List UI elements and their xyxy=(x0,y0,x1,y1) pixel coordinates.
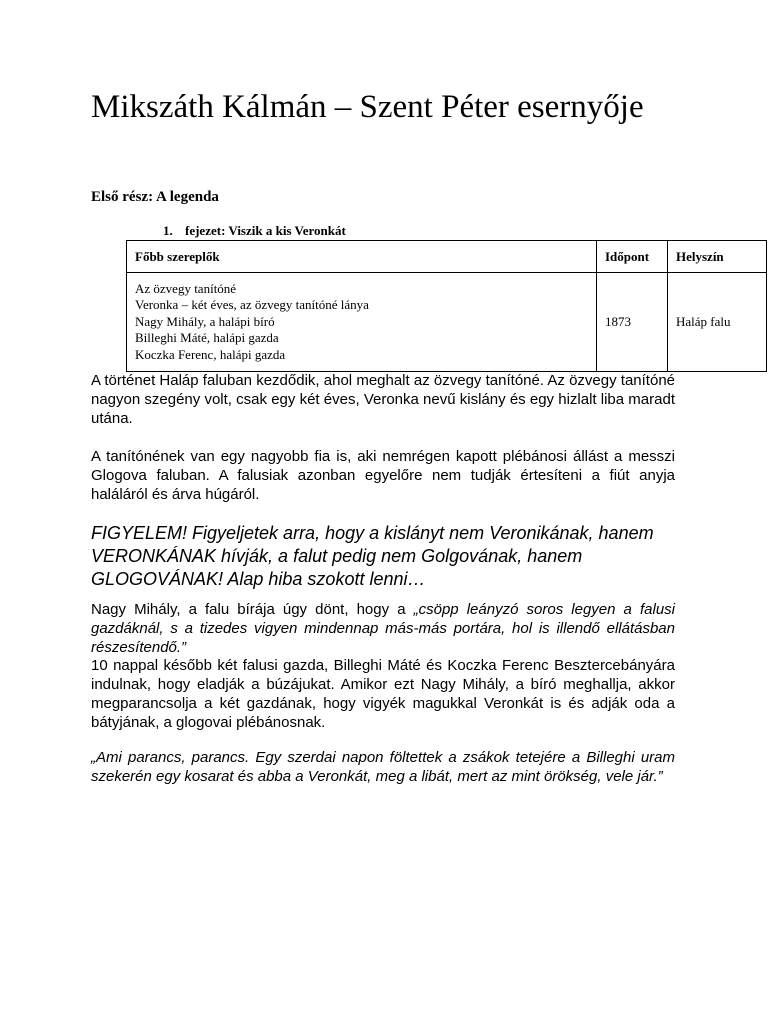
table-header-row xyxy=(127,241,767,273)
document-title: Mikszáth Kálmán – Szent Péter esernyője xyxy=(91,89,644,125)
character-item: Koczka Ferenc, halápi gazda xyxy=(135,346,286,362)
paragraph-4: 10 nappal később két falusi gazda, Billeghi Máté és Koczka Ferenc Besztercebányára indulnak, hogy eladják a búzájukat. Amikor ezt Nagy Mihály, a bíró meghallja, akkor megparancsolja a két gazdának, hogy vigyék magukkal Veronkát is és adják oda a bátyjának, a glogovai plébánosnak. xyxy=(91,657,675,731)
table-row xyxy=(127,273,767,372)
character-item: Az özvegy tanítóné xyxy=(135,280,237,296)
header-characters: Főbb szereplők xyxy=(127,241,597,273)
paragraph-2: A tanítónének van egy nagyobb fia is, aki nemrégen kapott plébánosi állást a messzi Glogova faluban. A falusiak azonban egyelőre nem tudják értesíteni a fiút anyja haláláról és árva húgáról. xyxy=(91,448,675,503)
warning-note: FIGYELEM! Figyeljetek arra, hogy a kislányt nem Veronikának, hanem VERONKÁNAK hívják, a falut pedig nem Golgovának, hanem GLOGOVÁNAK! Alap hiba szokott lenni… xyxy=(91,523,654,589)
chapter-title: fejezet: Viszik a kis Veronkát xyxy=(185,223,346,238)
header-time: Időpont xyxy=(597,241,668,273)
paragraph-3-quote: „csöpp leányzó soros legyen a falusi gazdáknál, s a tizedes vigyen mindennap más-más portára, hol is illendő ellátásban részesítendő.” xyxy=(91,601,675,656)
character-item: Veronka – két éves, az özvegy tanítóné lánya xyxy=(135,297,369,313)
paragraph-1: A történet Haláp faluban kezdődik, ahol meghalt az özvegy tanítóné. Az özvegy tanítóné nagyon szegény volt, csak egy két éves, Veronka nevű kislány és egy hizlalt liba maradt utána. xyxy=(91,372,675,427)
time-cell: 1873 xyxy=(597,273,668,372)
paragraph-5-quote: „Ami parancs, parancs. Egy szerdai napon föltettek a zsákok tetejére a Billeghi uram szekerén egy kosarat és abba a Veronkát, meg a libát, mert az mint örökség, vele jár.” xyxy=(91,749,675,785)
chapter-heading xyxy=(163,222,346,240)
header-place: Helyszín xyxy=(668,241,767,273)
paragraph-3 xyxy=(91,600,675,657)
part-heading: Első rész: A legenda xyxy=(91,189,219,205)
characters-cell xyxy=(127,273,597,372)
place-cell: Haláp falu xyxy=(668,273,767,372)
chapter-number: 1. xyxy=(163,223,173,238)
characters-table xyxy=(126,240,767,372)
character-item: Billeghi Máté, halápi gazda xyxy=(135,330,279,346)
character-item: Nagy Mihály, a halápi bíró xyxy=(135,313,275,329)
paragraph-3-intro: Nagy Mihály, a falu bírája úgy dönt, hogy a xyxy=(91,601,414,618)
